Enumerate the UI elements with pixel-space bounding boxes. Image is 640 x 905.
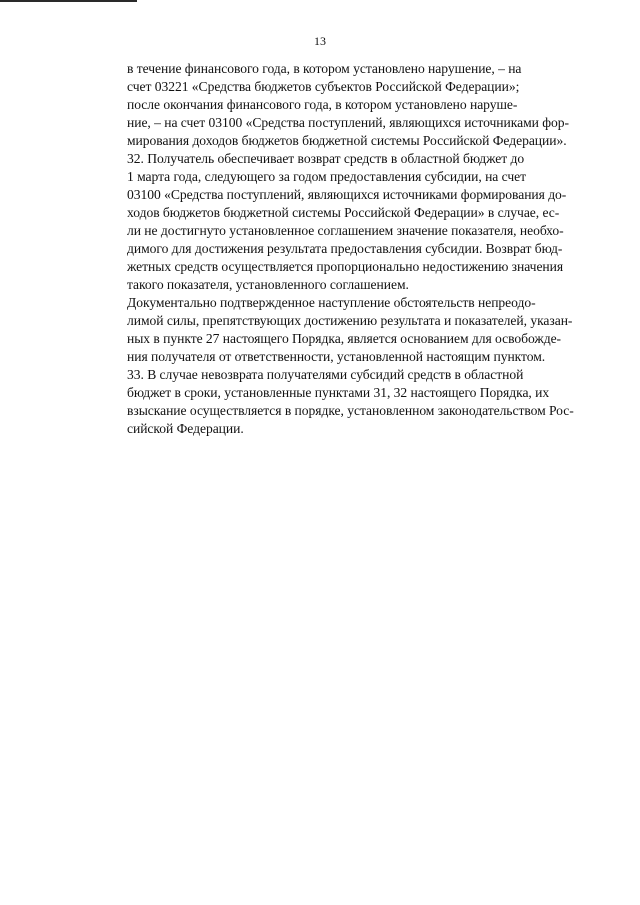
text-line: счет 03221 «Средства бюджетов субъектов Российской Федерации»;: [127, 79, 520, 94]
paragraph-clause-32: [87, 150, 597, 294]
text-line: 32. Получатель обеспечивает возврат средств в областной бюджет до: [127, 151, 525, 166]
document-body: [87, 60, 597, 438]
paragraph-account-after-year: [87, 96, 597, 150]
text-line: 33. В случае невозврата получателями субсидий средств в областной: [127, 367, 524, 382]
text-line: ходов бюджетов бюджетной системы Российской Федерации» в случае, ес-: [127, 205, 560, 220]
text-line: жетных средств осуществляется пропорционально недостижению значения: [127, 259, 564, 274]
paragraph-clause-33: [87, 366, 597, 438]
text-line: ние, – на счет 03100 «Средства поступлений, являющихся источниками фор-: [127, 115, 569, 130]
text-line: ных в пункте 27 настоящего Порядка, является основанием для освобожде-: [127, 331, 562, 346]
text-line: мирования доходов бюджетов бюджетной системы Российской Федерации».: [127, 133, 567, 148]
scan-edge-bar: [0, 0, 137, 2]
paragraph-account-during-year: [87, 60, 597, 96]
text-line: сийской Федерации.: [127, 421, 244, 436]
text-line: в течение финансового года, в котором установлено нарушение, – на: [127, 61, 522, 76]
paragraph-force-majeure: [87, 294, 597, 366]
text-line: 03100 «Средства поступлений, являющихся источниками формирования до-: [127, 187, 567, 202]
text-line: такого показателя, установленного соглашением.: [127, 277, 409, 292]
text-line: после окончания финансового года, в котором установлено наруше-: [127, 97, 518, 112]
text-line: ния получателя от ответственности, установленной настоящим пунктом.: [127, 349, 546, 364]
text-line: ли не достигнуто установленное соглашением значение показателя, необхо-: [127, 223, 564, 238]
text-line: взыскание осуществляется в порядке, установленном законодательством Рос-: [127, 403, 574, 418]
text-line: лимой силы, препятствующих достижению результата и показателей, указан-: [127, 313, 573, 328]
text-line: димого для достижения результата предоставления субсидии. Возврат бюд-: [127, 241, 563, 256]
text-line: бюджет в сроки, установленные пунктами 31, 32 настоящего Порядка, их: [127, 385, 550, 400]
text-line: Документально подтвержденное наступление обстоятельств непреодо-: [127, 295, 536, 310]
text-line: 1 марта года, следующего за годом предоставления субсидии, на счет: [127, 169, 527, 184]
page-number: 13: [314, 34, 326, 48]
